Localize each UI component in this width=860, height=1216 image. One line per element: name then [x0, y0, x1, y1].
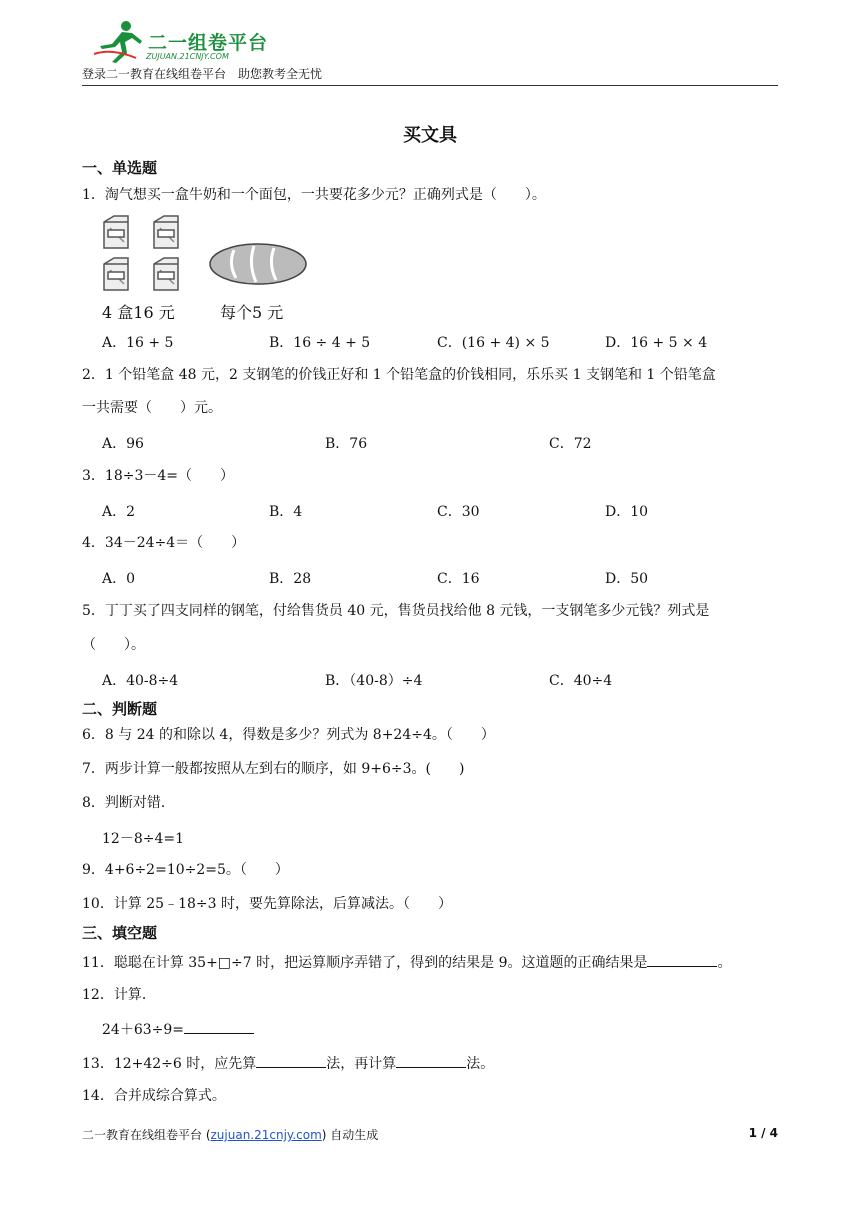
question-12-expression-text: 24＋63÷9=: [102, 1022, 184, 1038]
q1-option-c[interactable]: C．(16 + 4) × 5: [437, 335, 550, 351]
q4-option-b[interactable]: B．28: [269, 571, 312, 587]
question-8-expression: 12－8÷4=1: [102, 831, 184, 847]
q2-option-a[interactable]: A．96: [102, 436, 144, 452]
question-6: 6．8 与 24 的和除以 4，得数是多少？列式为 8+24÷4。（ ）: [82, 727, 495, 743]
milk-cartons-icon: [100, 214, 190, 298]
section-title-true-false: 二、判断题: [82, 700, 158, 718]
q3-option-c[interactable]: C．30: [437, 504, 480, 520]
q4-option-a[interactable]: A．0: [102, 571, 136, 587]
q3-option-b[interactable]: B．4: [269, 504, 303, 520]
bread-icon: [208, 242, 308, 286]
footer-source: [82, 1126, 378, 1143]
footer-link[interactable]: zujuan.21cnjy.com: [210, 1128, 322, 1142]
answer-blank[interactable]: [184, 1019, 254, 1034]
q5-option-c[interactable]: C．40÷4: [549, 673, 613, 689]
question-5-line-2: （ ）。: [82, 637, 145, 653]
q1-option-b[interactable]: B．16 ÷ 4 + 5: [269, 335, 371, 351]
question-5-line-1: 5．丁丁买了四支同样的钢笔，付给售货员 40 元，售货员找给他 8 元钱，一支钢笔多少元钱？列式是: [82, 603, 710, 619]
logo: [92, 18, 282, 64]
question-13-part-3: 法。: [466, 1056, 495, 1072]
answer-blank[interactable]: [256, 1053, 326, 1068]
question-11-tail: 。: [717, 955, 732, 971]
q3-option-a[interactable]: A．2: [102, 504, 136, 520]
question-13-part-1: 13．12+42÷6 时，应先算: [82, 1056, 257, 1072]
bread-price-label: 每个5 元: [220, 303, 284, 322]
question-1: 1．淘气想买一盒牛奶和一个面包，一共要花多少元？正确列式是（ ）。: [82, 187, 546, 203]
brand-domain: ZUJUAN.21CNJY.COM: [146, 52, 229, 61]
question-14: 14．合并成综合算式。: [82, 1088, 226, 1104]
q5-option-a[interactable]: A．40-8÷4: [102, 673, 179, 689]
question-3: 3．18÷3－4=（ ）: [82, 468, 234, 484]
question-7: 7．两步计算一般都按照从左到右的顺序，如 9+6÷3。( ): [82, 761, 465, 777]
q1-option-a[interactable]: A．16 + 5: [102, 335, 174, 351]
question-13: [82, 1053, 494, 1073]
question-4: 4．34－24÷4＝（ ）: [82, 535, 246, 551]
header-slogan: 登录二一教育在线组卷平台 助您教考全无忧: [82, 67, 323, 81]
question-1-figure: [100, 212, 310, 324]
q1-option-d[interactable]: D．16 + 5 × 4: [605, 335, 708, 351]
runner-logo-icon: [92, 18, 148, 64]
question-12: 12．计算．: [82, 987, 156, 1003]
question-10: 10．计算 25﹣18÷3 时，要先算除法，后算减法。（ ）: [82, 896, 452, 912]
question-2-line-1: 2．1 个铅笔盒 48 元，2 支钢笔的价钱正好和 1 个铅笔盒的价钱相同，乐乐买 1 支钢笔和 1 个铅笔盒: [82, 367, 716, 383]
q2-option-c[interactable]: C．72: [549, 436, 592, 452]
section-title-fill-blank: 三、填空题: [82, 924, 158, 942]
question-11: [82, 952, 731, 972]
section-title-single-choice: 一、单选题: [82, 159, 158, 177]
q2-option-b[interactable]: B．76: [325, 436, 368, 452]
question-12-expression: [102, 1019, 254, 1039]
answer-blank[interactable]: [396, 1053, 466, 1068]
q4-option-c[interactable]: C．16: [437, 571, 480, 587]
header-divider: [82, 85, 778, 86]
question-2-line-2: 一共需要（ ）元。: [82, 400, 222, 416]
q3-option-d[interactable]: D．10: [605, 504, 649, 520]
question-9: 9．4+6÷2=10÷2=5。（ ）: [82, 862, 289, 878]
brand-name: 二一组卷平台: [148, 32, 269, 54]
page-title: 买文具: [403, 125, 457, 146]
q5-option-b[interactable]: B．（40-8）÷4: [325, 673, 423, 689]
footer-suffix: ) 自动生成: [321, 1128, 379, 1142]
q4-option-d[interactable]: D．50: [605, 571, 649, 587]
question-11-text: 11．聪聪在计算 35+□÷7 时，把运算顺序弄错了，得到的结果是 9。这道题的正确结果是: [82, 955, 648, 971]
question-8: 8．判断对错．: [82, 795, 175, 811]
page-number: 1 / 4: [748, 1126, 778, 1140]
footer-prefix: 二一教育在线组卷平台 (: [82, 1128, 211, 1142]
question-13-part-2: 法，再计算: [326, 1056, 397, 1072]
milk-price-label: 4 盒16 元: [102, 303, 175, 322]
answer-blank[interactable]: [647, 952, 717, 967]
